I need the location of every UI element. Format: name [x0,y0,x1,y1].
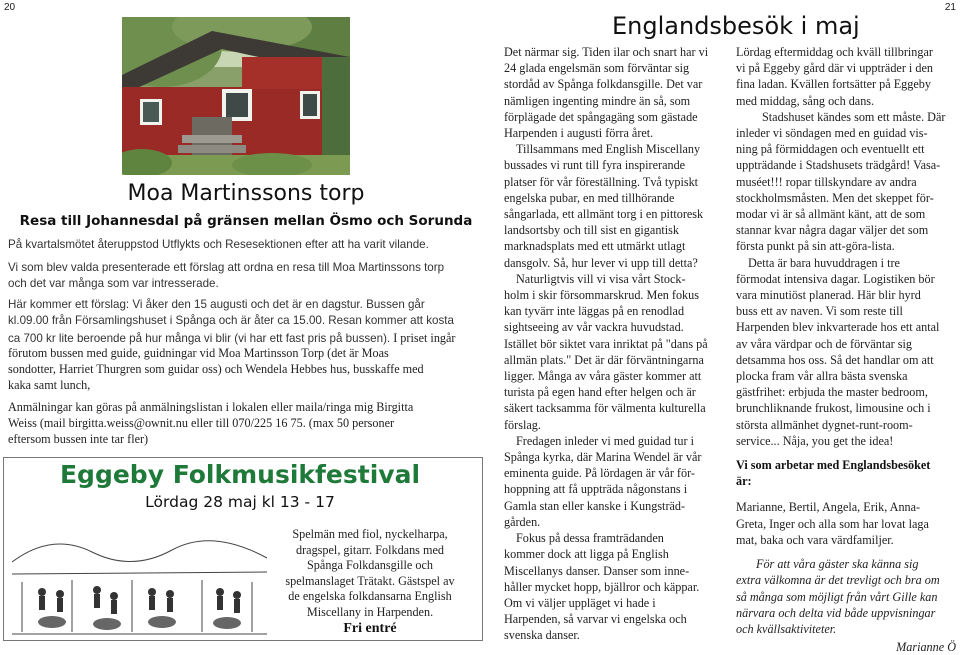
col2-line: Marianne, Bertil, Angela, Erik, Anna- [736,500,921,515]
col2-italic-line: och kvällsaktiviteter. [736,621,837,636]
col1-line: ligger. Många av våra gäster kommer att [504,369,702,384]
col1-line: Om vi väljer uppläget vi hade i [504,595,656,610]
col2-italic-line: extra välkomna är det trevligt och bra om [736,573,940,588]
body-line: eftersom bussen inte tar fler) [8,432,149,446]
col1-line: stordåd av Spånga folkdansgille. Det var [504,77,703,92]
col1-line: kan tyvärr inte läggas på en renodlad [504,304,685,319]
col1-line: gården. [504,514,541,529]
festival-title: Eggeby Folkmusikfestival [59,460,421,489]
col1-line: Fokus på dessa framträdanden [516,531,664,546]
col1-line: säkert tacksamma för välmenta kulturella [504,401,706,416]
col1-line: holm i skir försommarskrud. Men fokus [504,288,699,303]
col2-line: förmodat intensiva dagar. Logistiken bör [736,271,935,286]
body-line: Anmälningar kan göras på anmälningslistan i lokalen eller maila/ringa mig Birgitta [8,400,414,414]
col1-line: sångarlada, ett allmänt torg i en pittoresk [504,207,704,222]
col1-line: håller mycket hopp, bjällror och käppar. [504,579,700,594]
col2-line: fina ladan. Kvällen fortsätter på Eggeby [736,77,931,92]
body-line: Vi som blev valda presenterade ett förslag att ordna en resa till Moa Martinssons torp [8,261,445,274]
col2-line: service... Nåja, you get the idea! [736,433,894,448]
col2-line: av våra värdpar och de förväntar sig [736,336,912,351]
col1-line: Miscellanys danser. Danser som inne- [504,563,690,578]
article-column-2 [736,44,956,655]
col1-line: 24 glada engelsmän som förväntar sig [504,61,690,76]
col1-line: Spånga kyrka, där Marina Wendel är vår [504,450,702,465]
col2-line: inleder vi söndagen med en guidad vis- [736,126,928,141]
col1-line: Gamla stan eller kanske i Kungsträd- [504,498,686,513]
england-visit-title: Englandsbesök i maj [612,12,860,40]
col2-line: plocka fram vår allra bästa svenska [736,369,908,384]
body-line: kl.09.00 från Församlingshuset i Spånga och är åter ca 15.00. Resan kommer att kosta [8,314,454,327]
col2-line: vara minutiöst planerad. Här blir hyrd [736,288,921,303]
col1-line: turista på egen hand efter helgen och är [504,385,696,400]
festival-line: Spånga Folkdansgille och [307,558,433,573]
col2-italic-line: så många som möjligt från vårt Gille kan [736,589,938,604]
body-text: ca 700 kr lite beroende på hur många vi blir (vi har ett fast pris på bussen). [8,332,391,345]
article-title: Moa Martinssons torp [127,181,365,206]
col1-line: kommer dock att ligga på English [504,547,669,562]
article-column-1 [504,44,726,644]
col2-line: brunchliknande frukost, limousine och i [736,401,931,416]
col2-line: muséet!!! ropar tillskyndare av andra [736,174,917,189]
col1-line: hoppning att få uppträda någonstans i [504,482,688,497]
col1-line: Tillsammans med English Miscellany [516,142,701,157]
col2-heading: Vi som arbetar med Englandsbesöket [736,458,931,473]
body-line: förutom bussen med guide, guidningar vid Moa Martinsson Torp (det är Moas [8,346,389,360]
col2-line: Detta är bara huvuddragen i tre [748,255,900,270]
page-number-right: 21 [944,2,956,13]
festival-line: de engelska folkdansarna English [288,589,452,604]
festival-date: Lördag 28 maj kl 13 - 17 [145,493,335,511]
folk-dance-illustration [12,522,267,638]
col1-line: Harpenden i augusti förra året. [504,126,654,141]
col2-line: största allmänhet dygnet-runt-room- [736,417,913,432]
col1-line: eminenta guide. På lördagen är vår för- [504,466,695,481]
col2-line: gästfrihet: erbjuda the master bedroom, [736,385,928,400]
festival-line: spelmanslaget Trätakt. Gästspel av [285,573,455,588]
col2-line: mat, baka och vara värdfamiljer. [736,532,894,547]
col2-line: Stadshuset kändes som ett måste. Där [762,109,946,124]
body-line: Weiss (mail birgitta.weiss@ownit.nu eller till 070/225 16 75. (max 50 personer [8,416,395,430]
signature: Marianne Ö [896,640,956,655]
body-line: kaka samt lunch, [8,378,91,392]
body-line: och det var många som var intresserade. [8,277,219,290]
col2-line: buss ett av naven. Vi som reste till [736,304,903,319]
col1-line: svenska danser. [504,628,580,643]
col1-line: Naturligtvis vill vi visa vårt Stock- [516,271,686,286]
article-subtitle: Resa till Johannesdal på gränsen mellan Ösmo och Sorunda [19,213,473,229]
col1-line: Istället bör siktet vara inriktat på "dans på [504,336,708,351]
col2-line: första punkt på sin att-göra-lista. [736,239,895,254]
col2-line: Greta, Inger och alla som har lovat laga [736,516,929,531]
body-text: I priset ingår [390,331,456,345]
col2-line: vi på Eggeby gård där vi uppträder i den [736,61,933,76]
col1-line: landsortsby och till sist en gigantisk [504,223,680,238]
col1-line: bussades vi runt till fyra inspirerande [504,158,686,173]
col2-line: Harpenden blev inkvarterade hos ett antal [736,320,940,335]
page-number-left: 20 [4,2,16,13]
col2-line: stockholmsmåsten. Men det skeppet för- [736,190,934,205]
col1-line: marknadsplats med ett utmärkt utlagt [504,239,686,254]
col2-line: stannar kvar några dagar väljer det som [736,223,929,238]
col2-italic-line: närvara och delta vid både uppvisningar [736,605,936,620]
col1-line: dansgolv. Så, hur lever vi upp till detta? [504,255,698,270]
body-line: På kvartalsmötet återuppstod Utflykts och Resesektionen efter att ha varit vilande. [8,238,429,251]
col2-italic-line: För att våra gäster ska känna sig [756,557,919,572]
festival-description [272,527,468,621]
col1-line: allmän plats." Det är där förväntningarna [504,352,704,367]
col1-line: Fredagen inleder vi med guidad tur i [516,433,695,448]
festival-line: Miscellany in Harpenden. [306,604,434,619]
col1-line: Harpenden, så varvar vi engelska och [504,612,687,627]
body-line: Här kommer ett förslag: Vi åker den 15 augusti och det är en dagstur. Bussen går [8,298,425,311]
col2-line: detsamma hos oss. Så det handlar om att [736,352,934,367]
col2-heading: är: [736,474,752,489]
body-line: sondotter, Harriet Thurgren som guidar oss) och Wendela Hebbes hus, busskaffe med [8,362,424,376]
col2-line: modar vi är så allmänt känt, att de som [736,207,926,222]
cottage-photo [122,17,350,175]
col1-line: platser för vår föreställning. Två typiskt [504,174,699,189]
col1-line: Det närmar sig. Tiden ilar och snart har vi [504,45,709,59]
col2-line: Lördag eftermiddag och kväll tillbringar [736,45,933,59]
col1-line: nämligen ingenting mindre än så, som [504,93,691,108]
col2-line: uppträdande i Stadshusets trädgård! Vasa- [736,158,941,173]
col1-line: engelska pubar, en med tillhörande [504,190,675,205]
col1-line: förslag. [504,417,541,432]
col2-line: ning på förmiddagen och eventuellt ett [736,142,925,157]
festival-line: dragspel, gitarr. Folkdans med [296,542,444,557]
festival-free-entry: Fri entré [343,621,397,636]
festival-line: Spelmän med fiol, nyckelharpa, [292,527,448,541]
col2-line: med middag, sång och dans. [736,93,875,108]
col1-line: sightseeing av vår vackra huvudstad. [504,320,684,335]
col1-line: förplägade det spångagäng som gästade [504,109,698,124]
